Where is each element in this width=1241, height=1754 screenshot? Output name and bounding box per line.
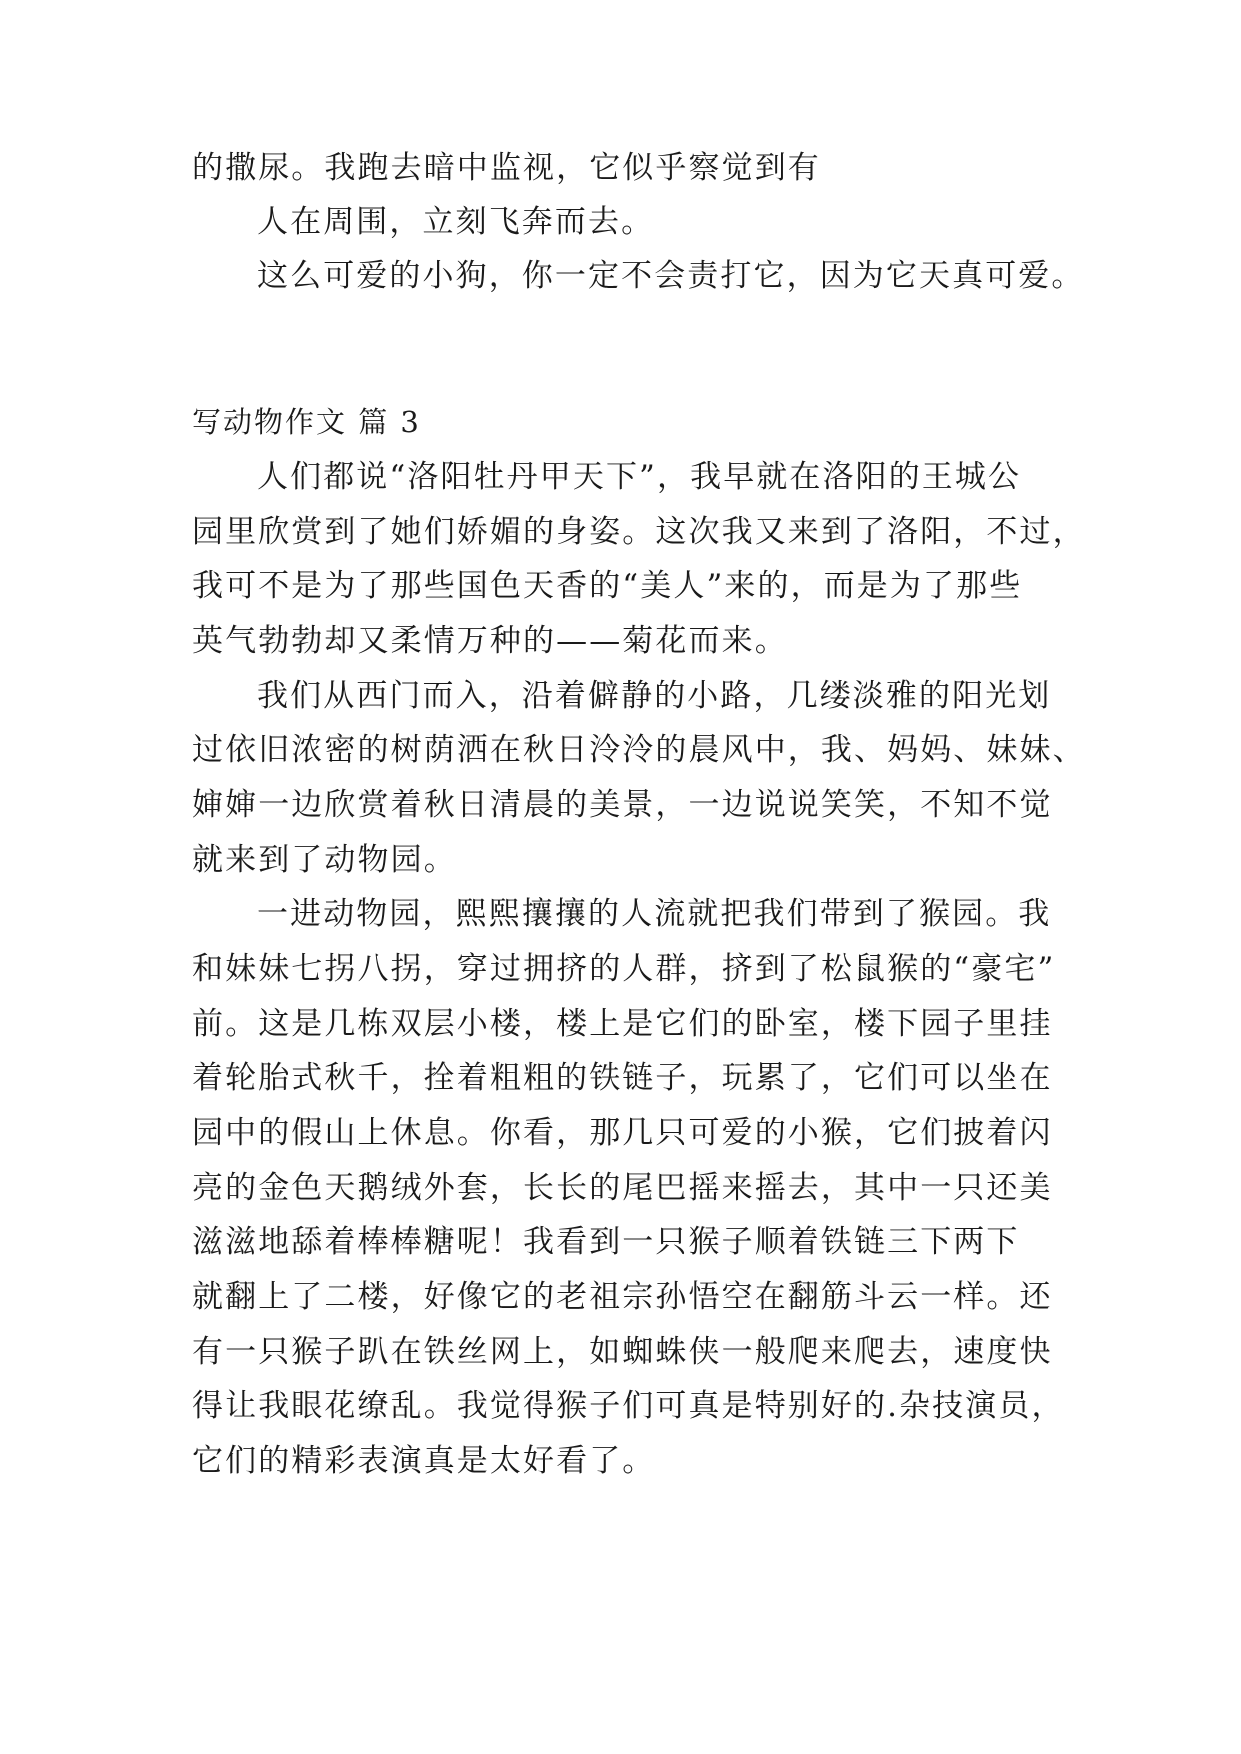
text-line: 园里欣赏到了她们娇媚的身姿。这次我又来到了洛阳，不过， [192, 514, 1086, 550]
text-line: 就翻上了二楼，好像它的老祖宗孙悟空在翻筋斗云一样。还 [192, 1279, 1053, 1315]
text-line: 就来到了动物园。 [192, 842, 457, 878]
text-line: 这么可爱的小狗，你一定不会责打它，因为它天真可爱。 [257, 258, 1085, 294]
text-line: 我可不是为了那些国色天香的“美人”来的，而是为了那些 [192, 568, 1023, 604]
text-line: 前。这是几栋双层小楼，楼上是它们的卧室，楼下园子里挂 [192, 1006, 1053, 1042]
text-line: 和妹妹七拐八拐，穿过拥挤的人群，挤到了松鼠猴的“豪宅” [192, 951, 1056, 987]
text-line: 过依旧浓密的树荫洒在秋日泠泠的晨风中，我、妈妈、妹妹、 [192, 732, 1086, 768]
text-line: 它们的精彩表演真是太好看了。 [192, 1443, 656, 1479]
text-line: 亮的金色天鹅绒外套，长长的尾巴摇来摇去，其中一只还美 [192, 1170, 1053, 1206]
text-line: 英气勃勃却又柔情万种的——菊花而来。 [192, 623, 788, 659]
text-line: 得让我眼花缭乱。我觉得猴子们可真是特别好的.杂技演员， [192, 1388, 1065, 1424]
text-line: 园中的假山上休息。你看，那几只可爱的小猴，它们披着闪 [192, 1115, 1053, 1151]
text-line: 人在周围，立刻飞奔而去。 [257, 204, 655, 240]
text-line: 婶婶一边欣赏着秋日清晨的美景，一边说说笑笑，不知不觉 [192, 787, 1053, 823]
text-line: 一进动物园，熙熙攘攘的人流就把我们带到了猴园。我 [257, 896, 1052, 932]
section-heading: 写动物作文 篇 3 [192, 405, 421, 439]
text-line: 着轮胎式秋千，拴着粗粗的铁链子，玩累了，它们可以坐在 [192, 1060, 1053, 1096]
text-line: 滋滋地舔着棒棒糖呢！我看到一只猴子顺着铁链三下两下 [192, 1224, 1020, 1260]
text-line: 我们从西门而入，沿着僻静的小路，几缕淡雅的阳光划 [257, 678, 1052, 714]
text-line: 人们都说“洛阳牡丹甲天下”，我早就在洛阳的王城公 [257, 459, 1022, 495]
text-line: 有一只猴子趴在铁丝网上，如蜘蛛侠一般爬来爬去，速度快 [192, 1334, 1053, 1370]
text-line: 的撒尿。我跑去暗中监视，它似乎察觉到有 [192, 150, 821, 186]
